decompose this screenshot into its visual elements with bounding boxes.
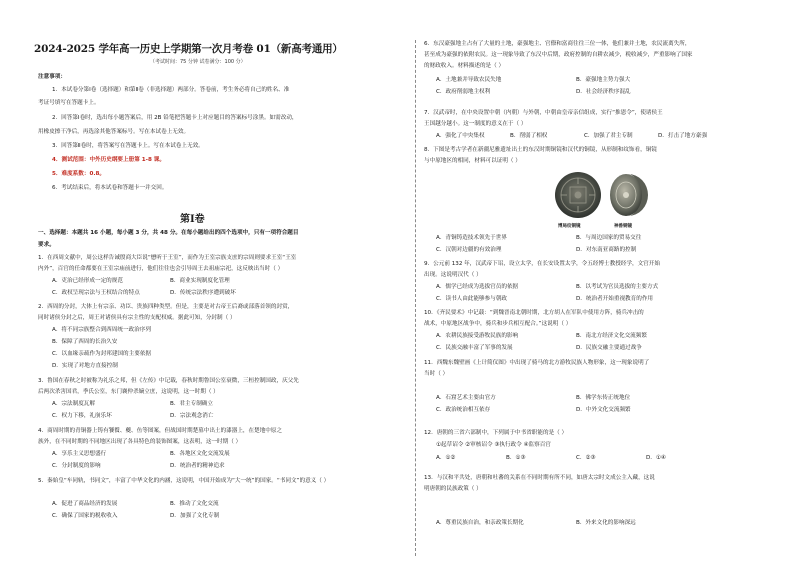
section-intro: 一、选择题：本题共 16 小题，每小题 3 分，共 48 分。在每小题给出的四个选项中，只有一项符合题目 xyxy=(38,230,299,236)
question-line: 当时（ ） xyxy=(424,371,449,377)
question-line: B．以考试为官员选拔的主要方式 xyxy=(576,284,659,290)
question-line: C．确保了国家的税收收入 xyxy=(52,513,118,519)
question-line: 11．西魏东魏壁画《上计简仪图》中出现了骑马的北方游牧民族人物形象，这一现象说明了 xyxy=(424,360,650,366)
question-line: 1．在西周文献中，周公这样告诫殷商大臣说“懋听于王室”，而作为王室宗族支庶的宗周则要求王室“王室 xyxy=(38,255,297,261)
question-line: D．传统宗法秩序遭到破坏 xyxy=(170,290,236,296)
question-line: B．①③ xyxy=(506,455,526,461)
notes-line: 用橡皮擦干净后，再选涂其他答案标号。写在本试卷上无效。 xyxy=(38,129,190,135)
question-line: C．政权呈现宗法与王权结合的特点 xyxy=(52,290,140,296)
question-line: D．加强了文化专制 xyxy=(170,513,220,519)
question-line: C．政府削弱地主权利 xyxy=(436,89,491,95)
question-line: 8．下图是考古学者在新疆尼雅遗址出土的东汉时期铜镜和汉代的铜镜，从形制和纹饰看，铜镜 xyxy=(424,147,657,153)
question-line: 后两次杀害国君，季氏公室，东门襄仲杀嫡立庶，这说明，这一时期（ ） xyxy=(38,389,219,395)
question-line: C．分封制度的影响 xyxy=(52,463,101,469)
question-line: D．社会经济秩序混乱 xyxy=(576,89,631,95)
question-line: D．中外文化交流频繁 xyxy=(576,407,631,413)
question-line: D．①④ xyxy=(646,455,666,461)
question-line: 内外”，百官的任命都要在王室宗庙前进行，他们往往也会引导周王去祖庙宗祀，这反映出当时（ ） xyxy=(38,266,284,272)
question-line: 出现。这说明汉代（ ） xyxy=(424,272,482,278)
question-line: B．君主专制确立 xyxy=(170,401,213,407)
question-line: A．促进了商品经济的发展 xyxy=(52,501,118,507)
section-intro: 要求。 xyxy=(38,242,55,248)
question-line: B．保障了西周的长治久安 xyxy=(52,339,118,345)
question-line: B．削弱了相权 xyxy=(510,133,548,139)
question-line: A．尊重民族自治，和亲政策长期化 xyxy=(436,520,524,526)
question-line: D．对东南亚商路的控制 xyxy=(576,247,637,253)
question-line: A．土地兼并导致农民失地 xyxy=(436,77,502,83)
notes-line-scope: 4．测试范围：中外历史纲要上册第 1-8 课。 xyxy=(52,157,165,163)
section-title: 第Ⅰ卷 xyxy=(180,214,205,225)
question-line: 的财政收入。材料描述的是（ ） xyxy=(424,63,505,69)
question-line: 3．鲁国在春秋之时被称为礼乐之邦，但《左传》中记载，春秋时期鲁国公室衰微，三桓控制国政，庆父先 xyxy=(38,378,299,384)
question-line: C．政治统治相互依存 xyxy=(436,407,491,413)
question-line: A．青铜铸造技术领先于世界 xyxy=(436,235,507,241)
question-line: B．佛学东传正统地位 xyxy=(576,395,631,401)
question-line: 7．汉武帝时，在中央设置中朝（内朝）与外朝，中朝由皇帝亲信组成，实行“推恩令”，使诸侯王 xyxy=(424,110,663,116)
notes-heading: 注意事项： xyxy=(38,74,66,80)
question-line: C．读书人由此能够参与朝政 xyxy=(436,296,508,302)
notes-line: 6．考试结束后，将本试卷和答题卡一并交回。 xyxy=(52,185,168,191)
question-line: 9．公元前 132 年，汉武帝下诏，设立太学，在长安设置太学，令五经博士教授经学，文官开始 xyxy=(424,261,660,267)
question-line: B．各地区文化交流发展 xyxy=(170,451,230,457)
notes-line: 1．本试卷分第Ⅰ卷（选择题）和第Ⅱ卷（非选择题）两部分。答卷前，考生务必将自己的姓名、准 xyxy=(52,87,290,93)
question-line: A．强化了中央集权 xyxy=(436,133,485,139)
bronze-mirror-image-left xyxy=(553,170,603,220)
question-line: 与中原地区的相同，材料可以证明（ ） xyxy=(424,158,521,164)
image-caption-right: 神兽铜镜 xyxy=(614,224,632,229)
question-line: D．实现了对地方直接控制 xyxy=(52,363,118,369)
question-line: 王国越分越小。这一制度的意义在于（ ） xyxy=(424,121,527,127)
question-line: 4．商周时期的青铜器上铸有饕餮、夔、鱼等图案，但战国时期楚墓中出土的漆器上，在楚地中原之 xyxy=(38,428,283,434)
question-line: B．外来文化的影响深远 xyxy=(576,520,636,526)
question-line: A．将不同宗族整合到西周统一政治序列 xyxy=(52,327,151,333)
question-line: D．统治者的精神追求 xyxy=(170,463,225,469)
question-line: C．加强了君主专制 xyxy=(584,133,633,139)
question-line: 12．唐朝的三省六部制中，下列属于中书省职能的是（ ） xyxy=(424,430,568,436)
bronze-mirror-image-right xyxy=(608,170,648,220)
page-subtitle: （考试时间：75 分钟 试卷满分：100 分） xyxy=(150,59,246,65)
question-line: 战术，中原地区战争中，骑兵和步兵相互配合。”这说明（ ） xyxy=(424,321,572,327)
question-line: 族外，在不同时期的不同地区出现了各具特色的装饰图案，这表明，这一时期（ ） xyxy=(38,439,242,445)
question-line: 甚至成为豪强的依附农民。这一现象导致了东汉中后期，政府控制的自耕农减少，税收减少，严重影响了国家 xyxy=(424,52,693,58)
question-line: D．宗法观念消亡 xyxy=(170,413,214,419)
question-line: D．民族交融主要通过战争 xyxy=(576,345,642,351)
question-line: A．享乐主义思想盛行 xyxy=(52,451,107,457)
question-line: C．②③ xyxy=(576,455,596,461)
question-line: 明唐朝的民族政策（ ） xyxy=(424,486,482,492)
question-line: 10．《齐民要术》中记载：“到魏晋南北朝时期，北方胡人在军队中使用方阵，骑兵冲击的 xyxy=(424,310,644,316)
notes-line-difficulty: 5．难度系数：0.8。 xyxy=(52,171,105,177)
question-line: A．石窟艺术主要由官方 xyxy=(436,395,496,401)
question-line: B．与周边国家的贸易交往 xyxy=(576,235,642,241)
question-line: ①起草诏令 ②审核诏令 ③执行政令 ④监察百官 xyxy=(436,442,551,448)
question-line: A．农耕民族接受游牧民族的影响 xyxy=(436,333,519,339)
question-line: B．推动了文化交流 xyxy=(170,501,219,507)
page-title: 2024-2025 学年高一历史上学期第一次月考卷 01（新高考通用） xyxy=(34,43,343,55)
column-divider xyxy=(415,40,416,556)
question-line: D．打击了地方豪强 xyxy=(658,133,708,139)
question-line: C．以血缘亲疏作为封邦建国的主要依据 xyxy=(52,351,152,357)
question-line: A．①② xyxy=(436,455,456,461)
question-line: 6．东汉豪强地主占有了大量的土地，豪强地主、官僚和富商往往三位一体，他们兼并土地，农民流离失所， xyxy=(424,41,691,47)
image-caption-left: 博局纹铜镜 xyxy=(558,224,581,229)
question-line: C．汉朝对边疆的有效治理 xyxy=(436,247,502,253)
notes-line: 3．回答第Ⅱ卷时，将答案写在答题卡上。写在本试卷上无效。 xyxy=(52,143,204,149)
question-line: 同时诸侯分封之后，周王对诸侯具有宗主性的支配权威。据此可知，分封制（ ） xyxy=(38,315,236,321)
question-line: B．豪强地主势力强大 xyxy=(576,77,631,83)
question-line: 5．秦始皇“车同轨，书同文”，丰富了中华文化的内涵，这说明，中国开始成为“大一统”的国家。“书同文”的意义（ ） xyxy=(38,478,330,484)
question-line: A．儒学已经成为选拔官员的依据 xyxy=(436,284,519,290)
question-line: C．权力下移，礼崩乐坏 xyxy=(52,413,112,419)
notes-line: 2．回答第Ⅰ卷时，选出每小题答案后，用 2B 铅笔把答题卡上对应题目的答案标号涂黑。如需改动， xyxy=(52,115,298,121)
question-line: B．商业实现制度化管理 xyxy=(170,278,230,284)
question-line: C．民族交融丰富了军事的发展 xyxy=(436,345,513,351)
question-line: 2．西周的分封，大体上有宗亲、功臣、贵族四种类型。但是，主要是对古帝王后裔或部落首领的封赏， xyxy=(38,304,294,310)
question-line: A．吏治已经形成一定的规范 xyxy=(52,278,123,284)
question-line: A．宗法制度瓦解 xyxy=(52,401,95,407)
question-line: D．统治者开始重视教育的作用 xyxy=(576,296,654,302)
question-line: 13．与汉和平共处，唐朝和吐蕃的关系在不同时期有所不同，如唐太宗时文成公主入藏，这说 xyxy=(424,475,655,481)
notes-line: 考证号填写在答题卡上。 xyxy=(38,100,100,106)
question-line: B．南北方经济文化交流频繁 xyxy=(576,333,647,339)
